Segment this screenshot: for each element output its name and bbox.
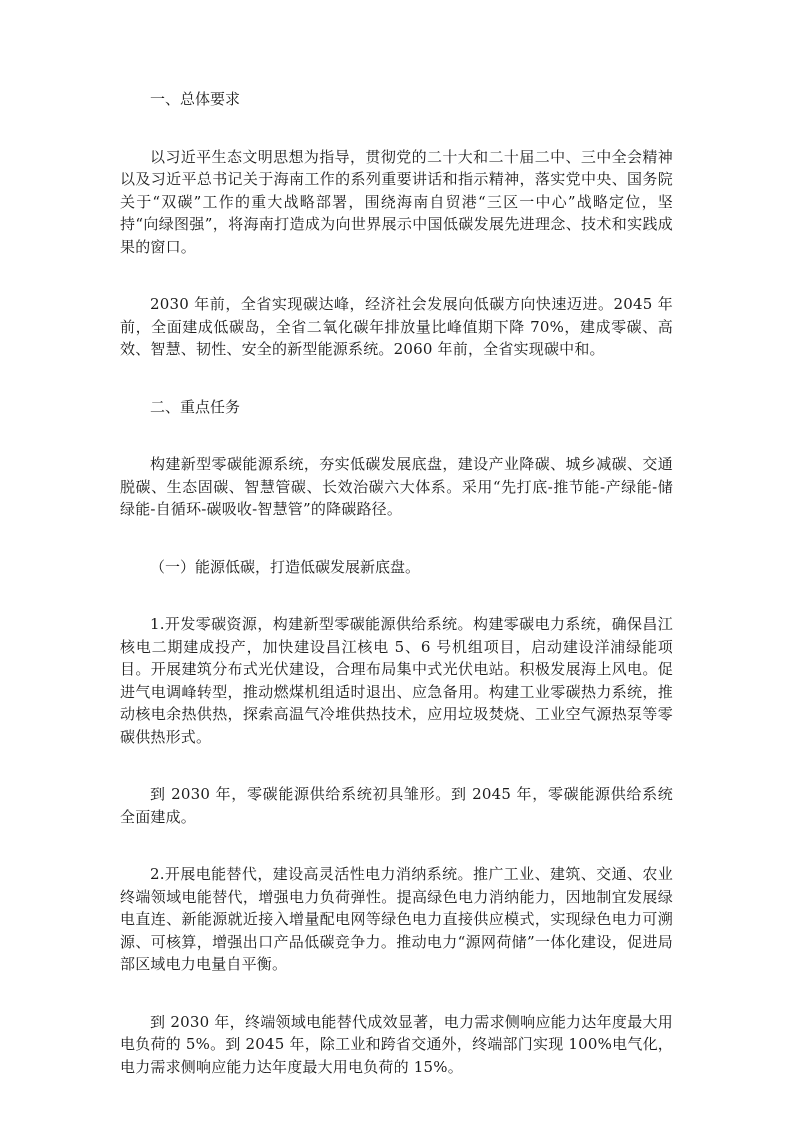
section-heading-overall-requirements: 一、总体要求 [150,90,241,108]
paragraph-zero-carbon-goals: 到 2030 年，零碳能源供给系统初具雏形。到 2045 年，零碳能源供给系统全面建成。 [120,785,673,826]
paragraph-task-overview: 构建新型零碳能源系统，夯实低碳发展底盘，建设产业降碳、城乡减碳、交通脱碳、生态固碳、智慧管碳、长效治碳六大体系。采用“先打底-推节能-产绿能-储绿能-自循环-碳吸收-智慧管”的降碳路径。 [120,455,673,518]
subsection-heading-energy: （一）能源低碳，打造低碳发展新底盘。 [150,557,421,576]
section-heading-key-tasks: 二、重点任务 [150,397,241,416]
document-body [120,88,673,1078]
paragraph-electrification-goals: 到 2030 年，终端领域电能替代成效显著，电力需求侧响应能力达年度最大用电负荷的 5%。到 2045 年，除工业和跨省交通外，终端部门实现 100%电气化，电力需求侧响应能力达年度最大用电负荷的 15%。 [120,1012,673,1076]
paragraph-guiding-principle: 以习近平生态文明思想为指导，贯彻党的二十大和二十届二中、三中全会精神以及习近平总书记关于海南工作的系列重要讲话和指示精神，落实党中央、国务院关于“双碳”工作的重大战略部署，围绕海南自贸港“三区一中心”战略定位，坚持“向绿图强”，将海南打造成为向世界展示中国低碳发展先进理念、技术和实践成果的窗口。 [120,147,673,256]
paragraph-electrification: 2.开展电能替代，建设高灵活性电力消纳系统。推广工业、建筑、交通、农业终端领域电能替代，增强电力负荷弹性。提高绿色电力消纳能力，因地制宜发展绿电直连、新能源就近接入增量配电网等绿色电力直接供应模式，实现绿色电力可溯源、可核算，增强出口产品低碳竞争力。推动电力“源网荷储”一体化建设，促进局部区域电力电量自平衡。 [120,865,673,973]
paragraph-targets: 2030 年前，全省实现碳达峰，经济社会发展向低碳方向快速迈进。2045 年前，全面建成低碳岛，全省二氧化碳年排放量比峰值期下降 70%，建成零碳、高效、智慧、韧性、安全的新型能源系统。2060 年前，全省实现碳中和。 [120,295,673,358]
paragraph-zero-carbon-resources: 1.开发零碳资源，构建新型零碳能源供给系统。构建零碳电力系统，确保昌江核电二期建成投产，加快建设昌江核电 5、6 号机组项目，启动建设洋浦绿能项目。开展建筑分布式光伏建设，合理布局集中式光伏电站。积极发展海上风电。促进气电调峰转型，推动燃煤机组适时退出、应急备用。构建工业零碳热力系统，推动核电余热供热，探索高温气冷堆供热技术，应用垃圾焚烧、工业空气源热泵等零碳供热形式。 [120,615,673,746]
